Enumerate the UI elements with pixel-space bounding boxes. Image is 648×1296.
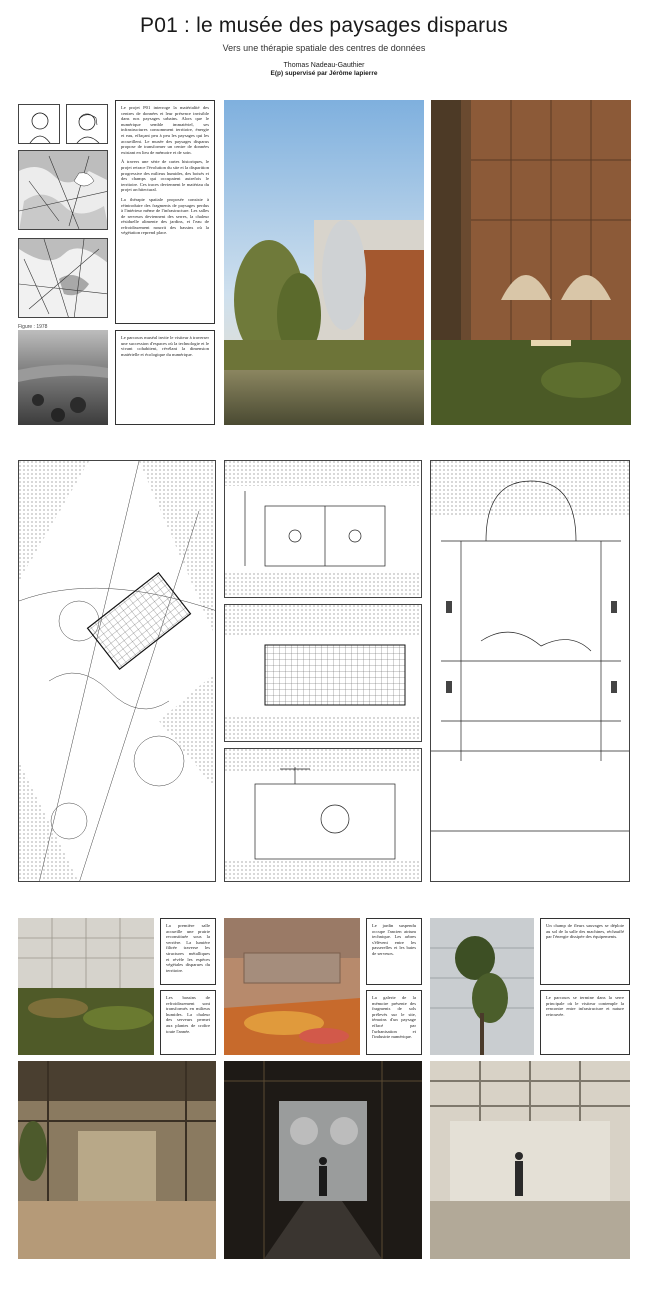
header — [0, 0, 648, 77]
floor-plan-upper — [224, 460, 422, 598]
caption-text-d: La galerie de la mémoire présente des fragments de sols prélevés sur le site, témoins d'un paysage effacé par l'urbanisation et l'industrie numérique. — [372, 995, 416, 1040]
historical-map-2 — [18, 238, 108, 318]
interior-render-corridor — [224, 1061, 422, 1259]
page-title: P01 : le musée des paysages disparus — [140, 14, 508, 37]
interior-render-meadow — [18, 918, 154, 1055]
section-drawing — [430, 460, 630, 882]
interior-render-gallery — [18, 1061, 216, 1259]
intro-paragraph-4: Le parcours muséal invite le visiteur à traverser une succession d'espaces où la technologie et le vivant cohabitent, révélant la dimension matérielle et écologique du numérique. — [121, 335, 209, 357]
historical-map-1 — [18, 150, 108, 230]
floor-plan-lower — [224, 748, 422, 882]
intro-text-box-2 — [115, 330, 215, 425]
caption-text-f: Le parcours se termine dans la serre principale où le visiteur contemple la rencontre entre infrastructure et nature retrouvée. — [546, 995, 624, 1017]
caption-box-a — [160, 918, 216, 985]
portrait-sketch-2 — [66, 104, 108, 144]
caption-box-d — [366, 990, 422, 1055]
intro-text-box — [115, 100, 215, 324]
figure-label-1978: Figure : 1978 — [18, 324, 48, 330]
intro-paragraph-2: À travers une série de cartes historiques, le projet retrace l'évolution du site et la disparition progressive des milieux humides, des boisés et des champs qui occupaient autrefois le territoire. Ces traces deviennent le matériau du projet architectural. — [121, 159, 209, 193]
caption-text-a: La première salle accueille une prairie reconstituée sous la verrière. La lumière filtrée traverse les structures métalliques et révèle les espèces végétales disparues du territoire. — [166, 923, 210, 973]
caption-text-c: Le jardin suspendu occupe l'ancien atrium technique. Les arbres s'élèvent entre les passerelles et les baies de serveurs. — [372, 923, 416, 956]
interior-render-hall — [430, 1061, 630, 1259]
exterior-render-facade — [431, 100, 631, 425]
floor-plan-middle — [224, 604, 422, 742]
site-plan-drawing — [18, 460, 216, 882]
interior-render-flowers — [224, 918, 360, 1055]
caption-text-e: Un champ de fleurs sauvages se déploie au sol de la salle des machines, réchauffé par l'énergie dissipée des équipements. — [546, 923, 624, 940]
interior-render-garden — [430, 918, 534, 1055]
intro-paragraph-1: Le projet P01 interroge la matérialité des centres de données et leur présence invisible dans nos paysages urbains. Alors que le numérique semble immatériel, ses infrastructures consomment territoire, énergie et eau, effaçant peu à peu les paysages qui les accueillent. Le musée des paysages disparus propose de transformer un centre de données existant en lieu de mémoire et de soin. — [121, 105, 209, 155]
caption-box-c — [366, 918, 422, 985]
intro-paragraph-3: La thérapie spatiale proposée consiste à réintroduire des fragments de paysages perdus à l'intérieur même de l'infrastructure. Les salles de serveurs deviennent des serres, la chaleur résiduelle alimente des jardins, et l'eau de refroidissement nourrit des bassins où la végétation reprend place. — [121, 196, 209, 236]
caption-text-b: Les bassins de refroidissement sont transformés en milieux humides. La chaleur des serveurs permet aux plantes de croître toute l'année. — [166, 995, 210, 1034]
supervisor-line: E(p) supervisé par Jérôme lapierre — [270, 70, 378, 77]
aerial-photo-1978 — [18, 330, 108, 425]
page-subtitle: Vers une thérapie spatiale des centres de données — [222, 43, 426, 53]
caption-box-b — [160, 990, 216, 1055]
caption-box-f — [540, 990, 630, 1055]
exterior-render-pond — [224, 100, 424, 425]
author-name: Thomas Nadeau-Gauthier — [283, 62, 365, 69]
caption-box-e — [540, 918, 630, 985]
portrait-sketch-1 — [18, 104, 60, 144]
